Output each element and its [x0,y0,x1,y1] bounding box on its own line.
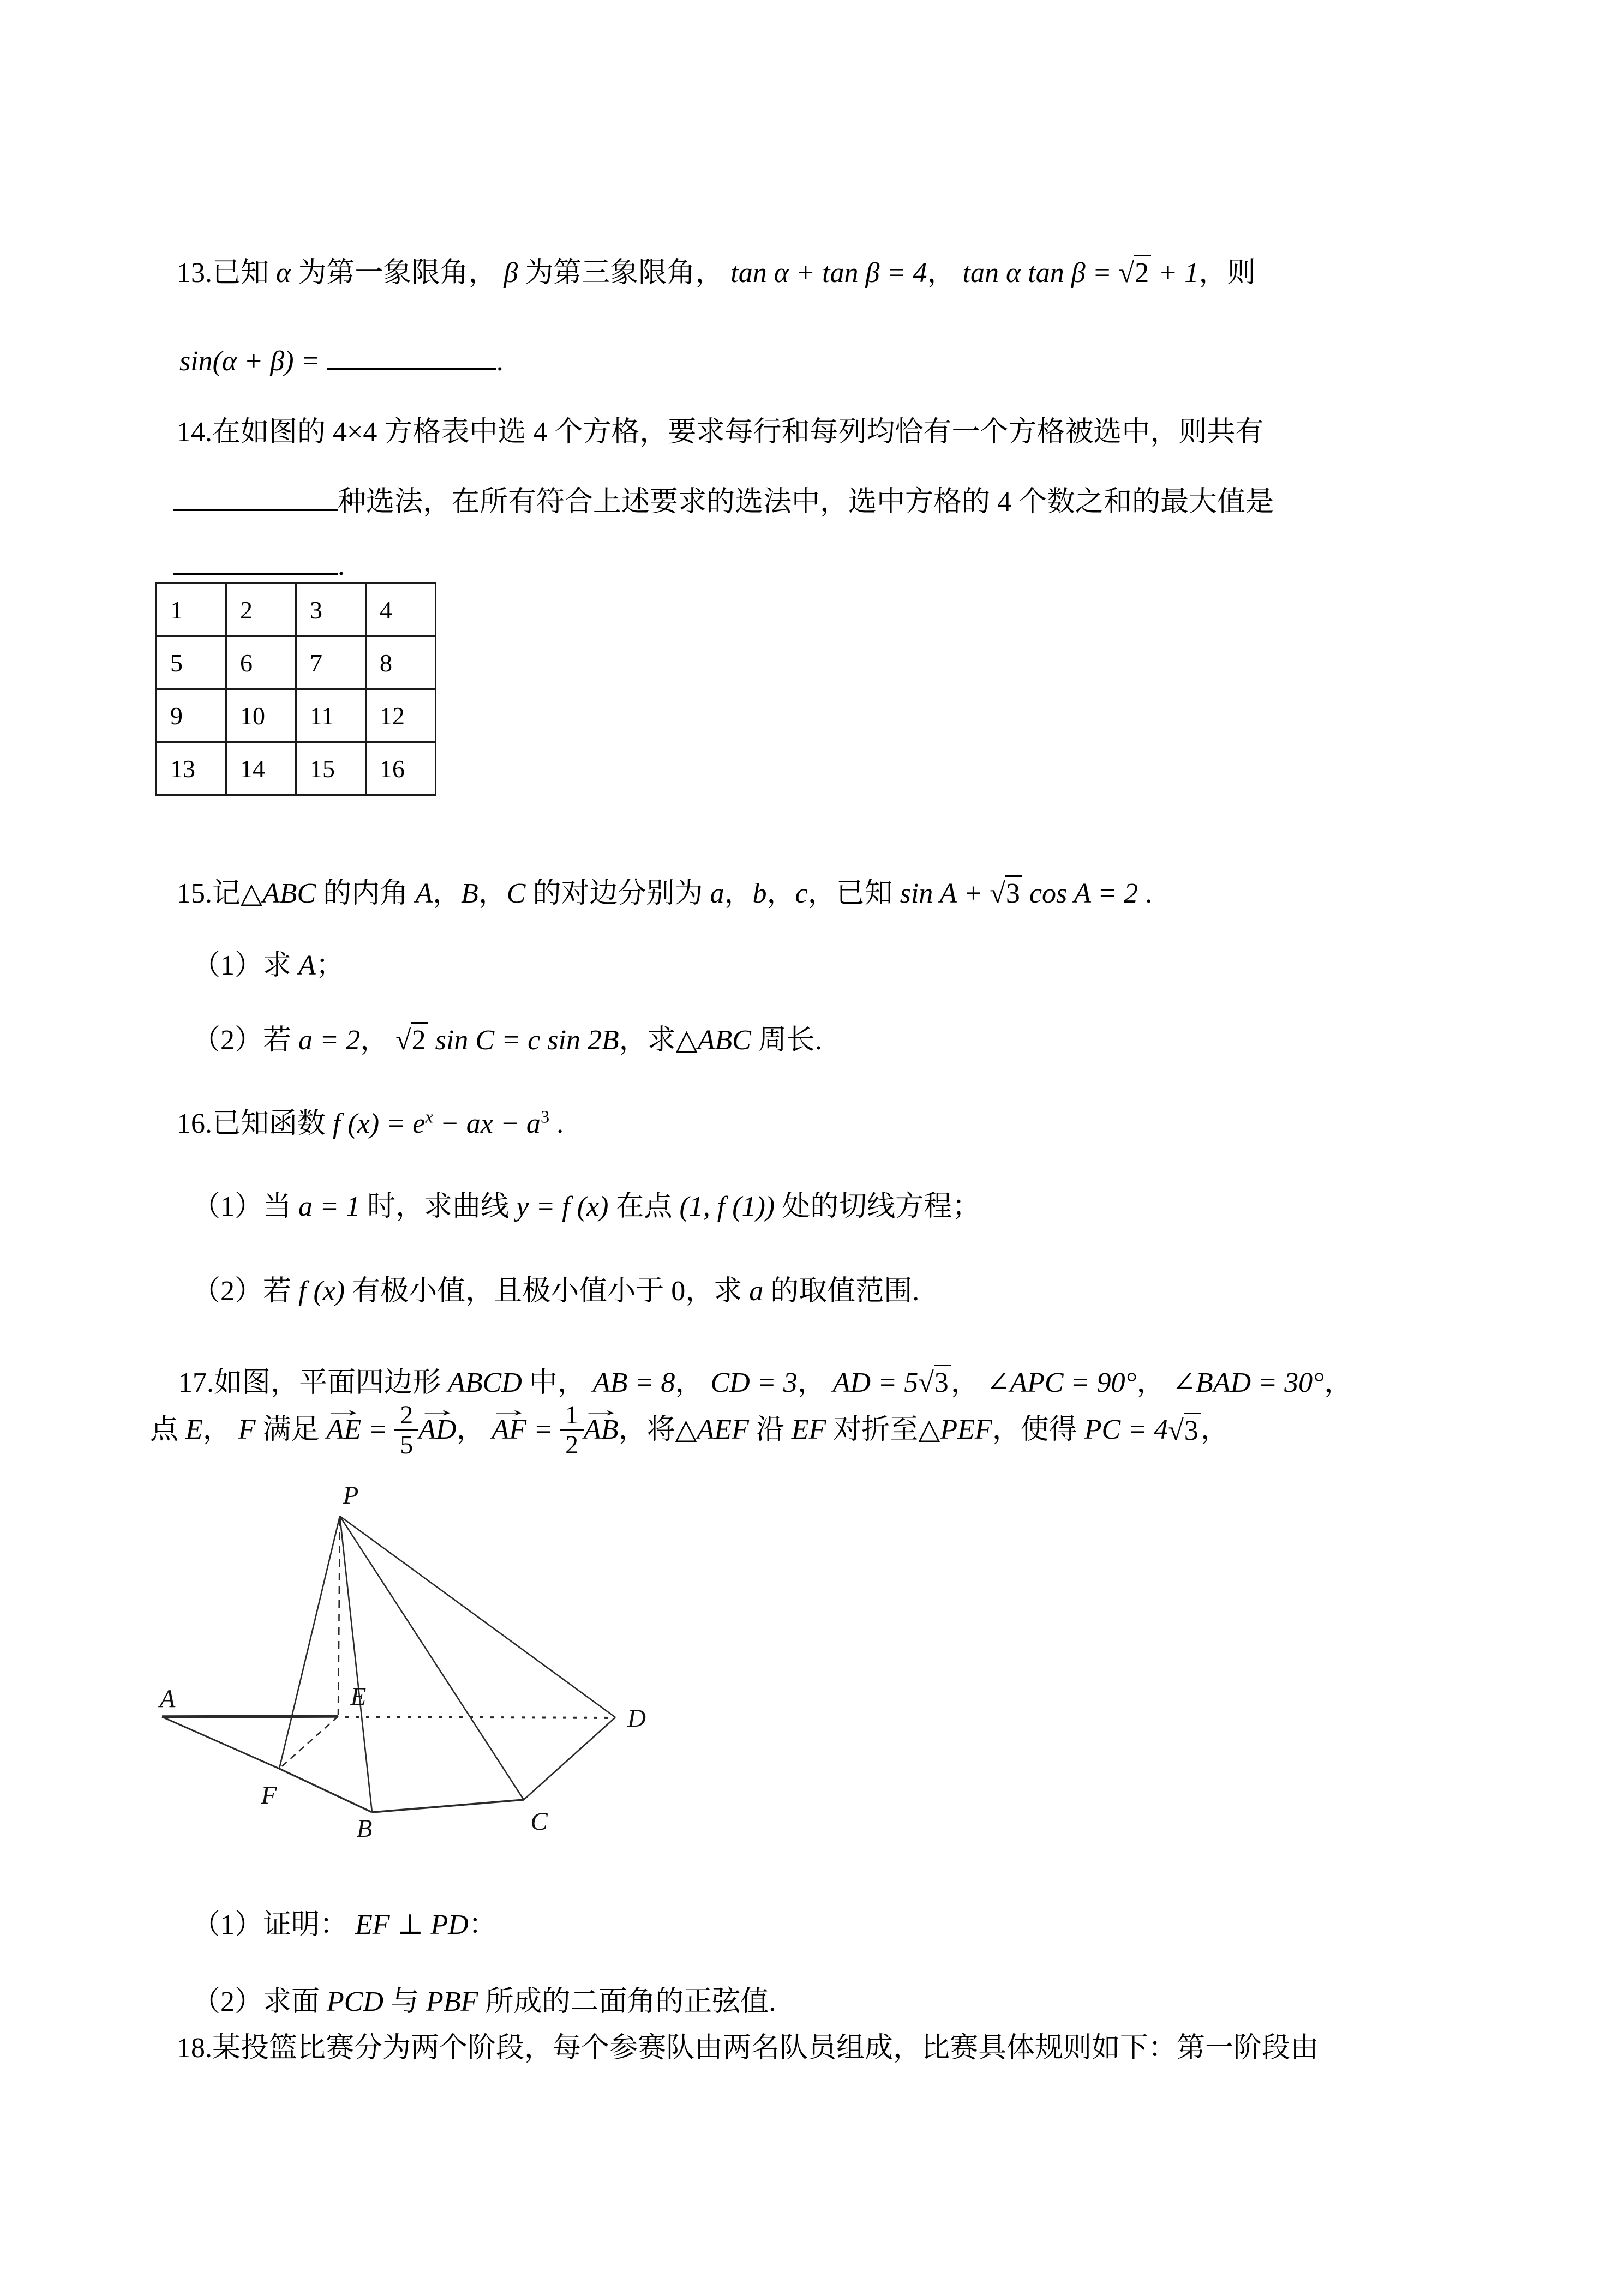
beta-var: β [504,257,518,289]
label-B: B [356,1814,373,1843]
label-C: C [530,1807,548,1836]
q13-text: 为第一象限角， [291,257,504,289]
sqrt-sign: √ [990,878,1005,910]
sqrt-sign: √ [1168,1415,1184,1446]
plane-PBF: PBF [426,1986,478,2018]
table-row [157,742,436,795]
q13-eq2-tail: + 1 [1151,257,1199,289]
denominator: 5 [394,1429,418,1459]
sqrt-sign: √ [918,1367,934,1399]
comma: ， [478,878,507,910]
q13-text: 为第三象限角， [518,257,731,289]
q17-text: 满足 [255,1414,327,1446]
q17-part2-text: （2）求面 [192,1986,327,2018]
vector-AB [579,1398,623,1447]
edge-PF [279,1516,340,1769]
label-A: A [159,1685,176,1713]
grid-cell: 9 [157,689,226,742]
radicand: 3 [934,1365,951,1400]
question-17-line-2 [150,1391,1229,1470]
grid-cell: 3 [296,584,366,636]
grid-cell: 11 [296,689,366,742]
EF-perp-PD: EF ⊥ PD [355,1909,469,1941]
vector-arrow-icon: → [579,1398,623,1421]
CD-eq-3: CD = 3 [710,1367,798,1399]
q15-part1-text: （1）求 [192,950,299,982]
edge-PB [340,1516,372,1812]
semicolon: ； [315,950,344,982]
colon: ： [468,1909,497,1941]
q17-text: ，将△ [618,1414,697,1446]
edge-PC [340,1516,524,1800]
q17-text: 17.如图，平面四边形 [178,1367,448,1399]
comma: ， [675,1367,711,1399]
grid-cell: 8 [366,636,436,689]
q15-equation: sin A + [900,878,990,910]
seg-EF: EF [791,1414,826,1446]
var-C: C [506,878,526,910]
sqrt-radical [990,875,1022,911]
vector-AD [416,1398,459,1447]
a-eq-1: a = 1 [298,1191,361,1223]
q16-part1-text: 处的切线方程； [775,1191,981,1223]
y-eq-fx: y = f (x) [516,1191,609,1223]
vector-arrow-icon: → [416,1398,459,1421]
label-F: F [261,1781,277,1810]
plane-PCD: PCD [327,1986,384,2018]
q16-part2-text: 有极小值，且极小值小于 0，求 [345,1276,750,1307]
q16-part1-text: 时，求曲线 [360,1191,517,1223]
q16-part2-text: （2）若 [192,1276,299,1307]
q16-part1-text: 在点 [608,1191,680,1223]
exponent-3: 3 [540,1107,550,1127]
exponent-x: x [425,1107,433,1127]
grid-cell: 4 [366,584,436,636]
q15-part2-text: ，求△ [619,1025,698,1056]
vector-AE-label: AE [326,1414,362,1446]
sqrt-radical [1168,1413,1201,1448]
radicand: 3 [1005,875,1022,911]
q14-text: 种选法，在所有符合上述要求的选法中，选中方格的 4 个数之和的最大值是 [338,486,1274,518]
q15-text: 的对边分别为 [525,878,710,910]
radicand: 2 [411,1022,428,1057]
grid-cell: 15 [296,742,366,795]
label-D: D [627,1704,646,1733]
edge-ED-dotted [345,1717,615,1718]
grid-cell: 2 [226,584,296,636]
q14-text: 14.在如图的 4×4 方格表中选 4 个方格，要求每行和每列均恰有一个方格被选中，则共有 [177,417,1264,448]
sqrt-radical [1119,255,1152,290]
vector-AD-label: AD [418,1414,457,1446]
q15-part2-text: （2）若 [192,1025,299,1056]
label-P: P [343,1481,359,1510]
equals: = [361,1414,395,1446]
vector-AF-label: AF [492,1414,526,1446]
angle-BAD: ∠BAD = 30° [1172,1367,1324,1399]
q17-part2-text: 所成的二面角的正弦值. [478,1986,776,2018]
edge-PE-dashed [338,1518,340,1715]
PC-eq: PC = 4 [1084,1414,1168,1446]
q15-equation-tail: cos A = 2 [1022,878,1138,910]
grid-cell: 7 [296,636,366,689]
triangle-ABC: ABC [697,1025,751,1056]
q13-text: 13.已知 [177,257,277,289]
q16-function-tail: − ax − a [433,1108,541,1140]
alpha-var: α [276,257,291,289]
radicand: 3 [1184,1413,1201,1448]
answer-blank [173,544,338,575]
question-18-line-1 [148,1998,1319,2100]
q16-part1-text: （1）当 [192,1191,299,1223]
q15-text: 15.记△ [177,878,262,910]
answer-blank [327,339,496,370]
q15-part2-text: 周长. [751,1025,822,1056]
fx: f (x) [298,1276,345,1307]
sqrt-sign: √ [395,1025,411,1056]
vector-arrow-icon: → [487,1398,531,1421]
edge-PD [340,1516,615,1717]
q15-a-eq-2: a = 2 [298,1025,361,1056]
comma: ， [456,1414,492,1446]
comma: ， [950,1367,986,1399]
vector-AB-label: AB [584,1414,619,1446]
q17-text: 沿 [748,1414,792,1446]
comma: ， [360,1025,396,1056]
edge-AE [162,1716,338,1717]
q17-text: 中， [522,1367,593,1399]
comma: ， [766,878,795,910]
table-row [157,636,436,689]
q16-part2-text: 的取值范围. [763,1276,920,1307]
comma: ， [797,1367,833,1399]
grid-cell: 5 [157,636,226,689]
var-A: A [415,878,433,910]
period: . [549,1108,564,1140]
comma: ， [433,878,462,910]
vector-AF [487,1398,531,1447]
var-b: b [752,878,767,910]
vector-AE [322,1398,365,1447]
var-a: a [749,1276,764,1307]
q13-sin-expression: sin(α + β) = [179,346,327,377]
var-E: E [185,1414,203,1446]
edge-EF-dashed [279,1716,338,1769]
q13-text: ， [927,257,963,289]
period: . [338,550,345,582]
table-row [157,584,436,636]
q16-function: f (x) = e [333,1108,426,1140]
edge-AF [162,1717,279,1769]
triangle-ABC: ABC [262,878,316,910]
grid-cell: 16 [366,742,436,795]
grid-cell: 14 [226,742,296,795]
grid-cell: 13 [157,742,226,795]
period: . [496,346,504,377]
number-grid-table [155,582,436,796]
q17-part1-text: （1）证明： [192,1909,356,1941]
grid-cell: 1 [157,584,226,636]
q17-text: 对折至△ [826,1414,940,1446]
q17-text: ，使得 [992,1414,1084,1446]
q15-text: 的内角 [316,878,416,910]
edge-FB [279,1769,372,1812]
q18-text: 18.某投篮比赛分为两个阶段，每个参赛队由两名队员组成，比赛具体规则如下：第一阶段由 [177,2033,1319,2064]
question-16-part-2 [164,1241,919,1343]
AB-eq-8: AB = 8 [592,1367,675,1399]
comma: ， [202,1414,238,1446]
radicand: 2 [1134,255,1151,290]
fraction-2-5 [394,1401,418,1459]
comma: ， [1136,1367,1172,1399]
edge-BC [372,1800,524,1812]
q16-text: 16.已知函数 [177,1108,333,1140]
edge-CD [524,1717,615,1800]
var-F: F [238,1414,256,1446]
numerator: 2 [400,1401,414,1430]
q13-eq2: tan α tan β = [962,257,1119,289]
equals: = [526,1414,560,1446]
answer-blank [173,480,338,511]
comma: ， [724,878,753,910]
grid-cell: 10 [226,689,296,742]
comma: ， [1323,1367,1352,1399]
q13-eq1: tan α + tan β = 4 [730,257,927,289]
table-row [157,689,436,742]
var-c: c [795,878,808,910]
var-a: a [710,878,724,910]
comma: ， [1200,1414,1229,1446]
q15-text: ，已知 [807,878,900,910]
q17-part2-text: 与 [383,1986,427,2018]
AD-eq: AD = 5 [832,1367,919,1399]
label-E: E [350,1682,367,1711]
vector-arrow-icon: → [322,1398,365,1421]
angle-APC: ∠APC = 90° [986,1367,1137,1399]
q15-part2-equation: sin C = c sin 2B [428,1025,619,1056]
triangle-PEF: PEF [940,1414,992,1446]
point-1-f1: (1, f (1)) [679,1191,775,1223]
var-A: A [298,950,316,982]
triangle-AEF: AEF [697,1414,749,1446]
q13-text: ，则 [1198,257,1256,289]
sqrt-radical [395,1022,428,1057]
quad-ABCD: ABCD [448,1367,522,1399]
grid-cell: 6 [226,636,296,689]
denominator: 2 [560,1429,584,1459]
sqrt-sign: √ [1118,257,1135,289]
numerator: 1 [565,1401,579,1430]
grid-cell: 12 [366,689,436,742]
var-B: B [461,878,478,910]
period: . [1138,878,1153,910]
q17-text: 点 [150,1414,186,1446]
folded-quadrilateral-figure [136,1467,655,1854]
